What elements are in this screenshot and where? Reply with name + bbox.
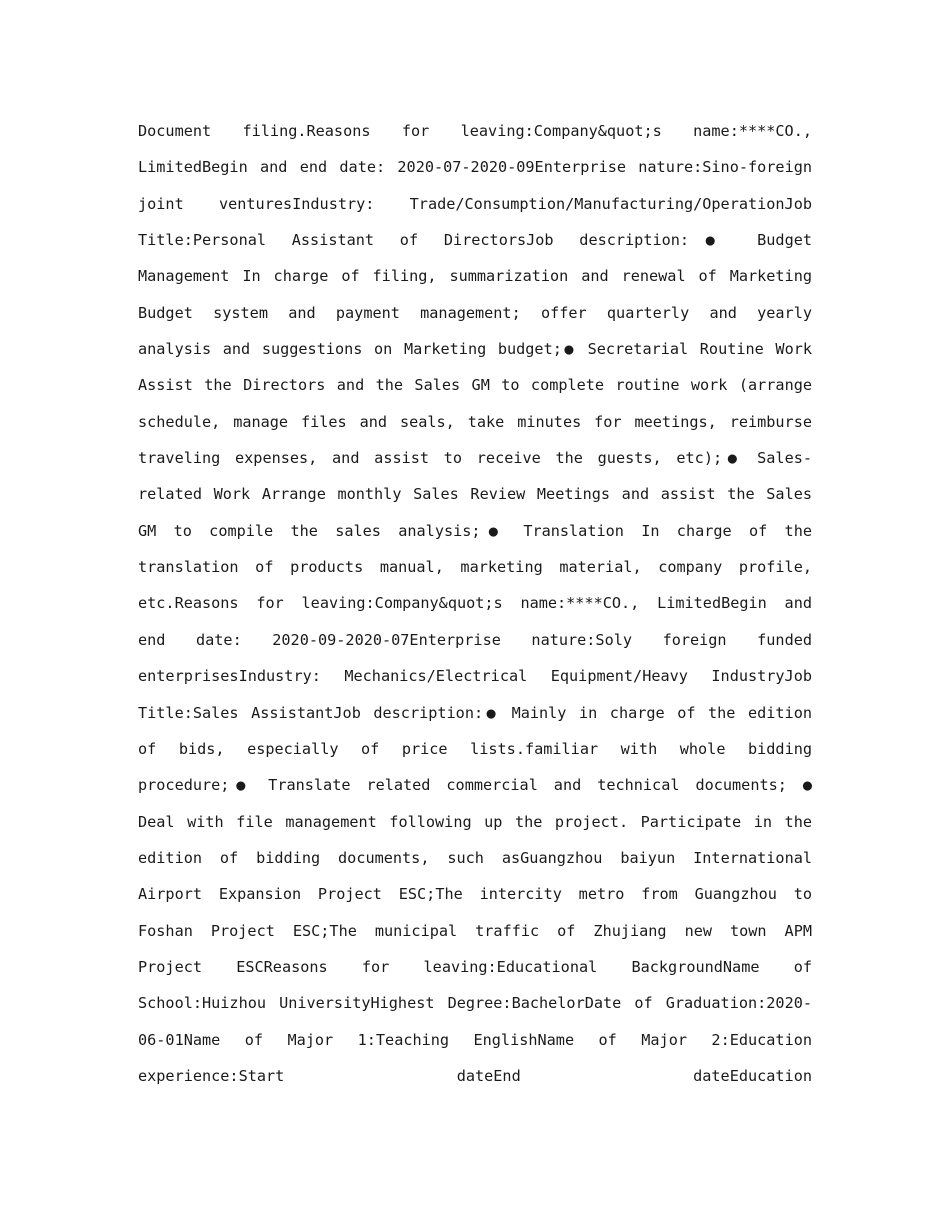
text-line: edition of bidding documents, such asGuangzhou baiyun International — [138, 848, 812, 867]
text-line: of bids, especially of price lists.familiar with whole bidding — [138, 739, 812, 758]
text-line: traveling expenses, and assist to receive the guests, etc);● Sales- — [138, 449, 812, 468]
text-line: Deal with file management following up the project. Participate in the — [138, 812, 812, 831]
text-line: end date: 2020-09-2020-07Enterprise nature:Soly foreign funded — [138, 630, 812, 649]
text-line: related Work Arrange monthly Sales Review Meetings and assist the Sales — [138, 485, 812, 504]
text-line: procedure;● Translate related commercial and technical documents; ● — [138, 776, 812, 795]
text-line: Budget system and payment management; offer quarterly and yearly — [138, 303, 812, 322]
text-line: Airport Expansion Project ESC;The intercity metro from Guangzhou to — [138, 885, 812, 904]
text-line: Assist the Directors and the Sales GM to complete routine work (arrange — [138, 376, 812, 395]
text-line: etc.Reasons for leaving:Company&quot;s name:****CO., LimitedBegin and — [138, 594, 812, 613]
text-line: 06-01Name of Major 1:Teaching EnglishName of Major 2:Education — [138, 1030, 812, 1049]
text-line: Title:Sales AssistantJob description:● Mainly in charge of the edition — [138, 703, 812, 722]
document-body — [138, 113, 812, 1094]
text-line: schedule, manage files and seals, take minutes for meetings, reimburse — [138, 412, 812, 431]
text-line: enterprisesIndustry: Mechanics/Electrical Equipment/Heavy IndustryJob — [138, 667, 812, 686]
text-line: LimitedBegin and end date: 2020-07-2020-09Enterprise nature:Sino-foreign — [138, 158, 812, 177]
text-line: Management In charge of filing, summarization and renewal of Marketing — [138, 267, 812, 286]
text-line: joint venturesIndustry: Trade/Consumption/Manufacturing/OperationJob — [138, 194, 812, 213]
text-line: Foshan Project ESC;The municipal traffic of Zhujiang new town APM — [138, 921, 812, 940]
text-line: Project ESCReasons for leaving:Educational BackgroundName of — [138, 957, 812, 976]
text-line: Document filing.Reasons for leaving:Company&quot;s name:****CO., — [138, 122, 812, 140]
text-line: Title:Personal Assistant of DirectorsJob description:● Budget — [138, 231, 812, 250]
text-line: experience:Start dateEnd dateEducation — [138, 1066, 812, 1085]
text-line: GM to compile the sales analysis;● Translation In charge of the — [138, 521, 812, 540]
text-line: analysis and suggestions on Marketing budget;● Secretarial Routine Work — [138, 340, 812, 359]
text-line: School:Huizhou UniversityHighest Degree:BachelorDate of Graduation:2020- — [138, 994, 812, 1013]
text-line: translation of products manual, marketing material, company profile, — [138, 558, 812, 577]
